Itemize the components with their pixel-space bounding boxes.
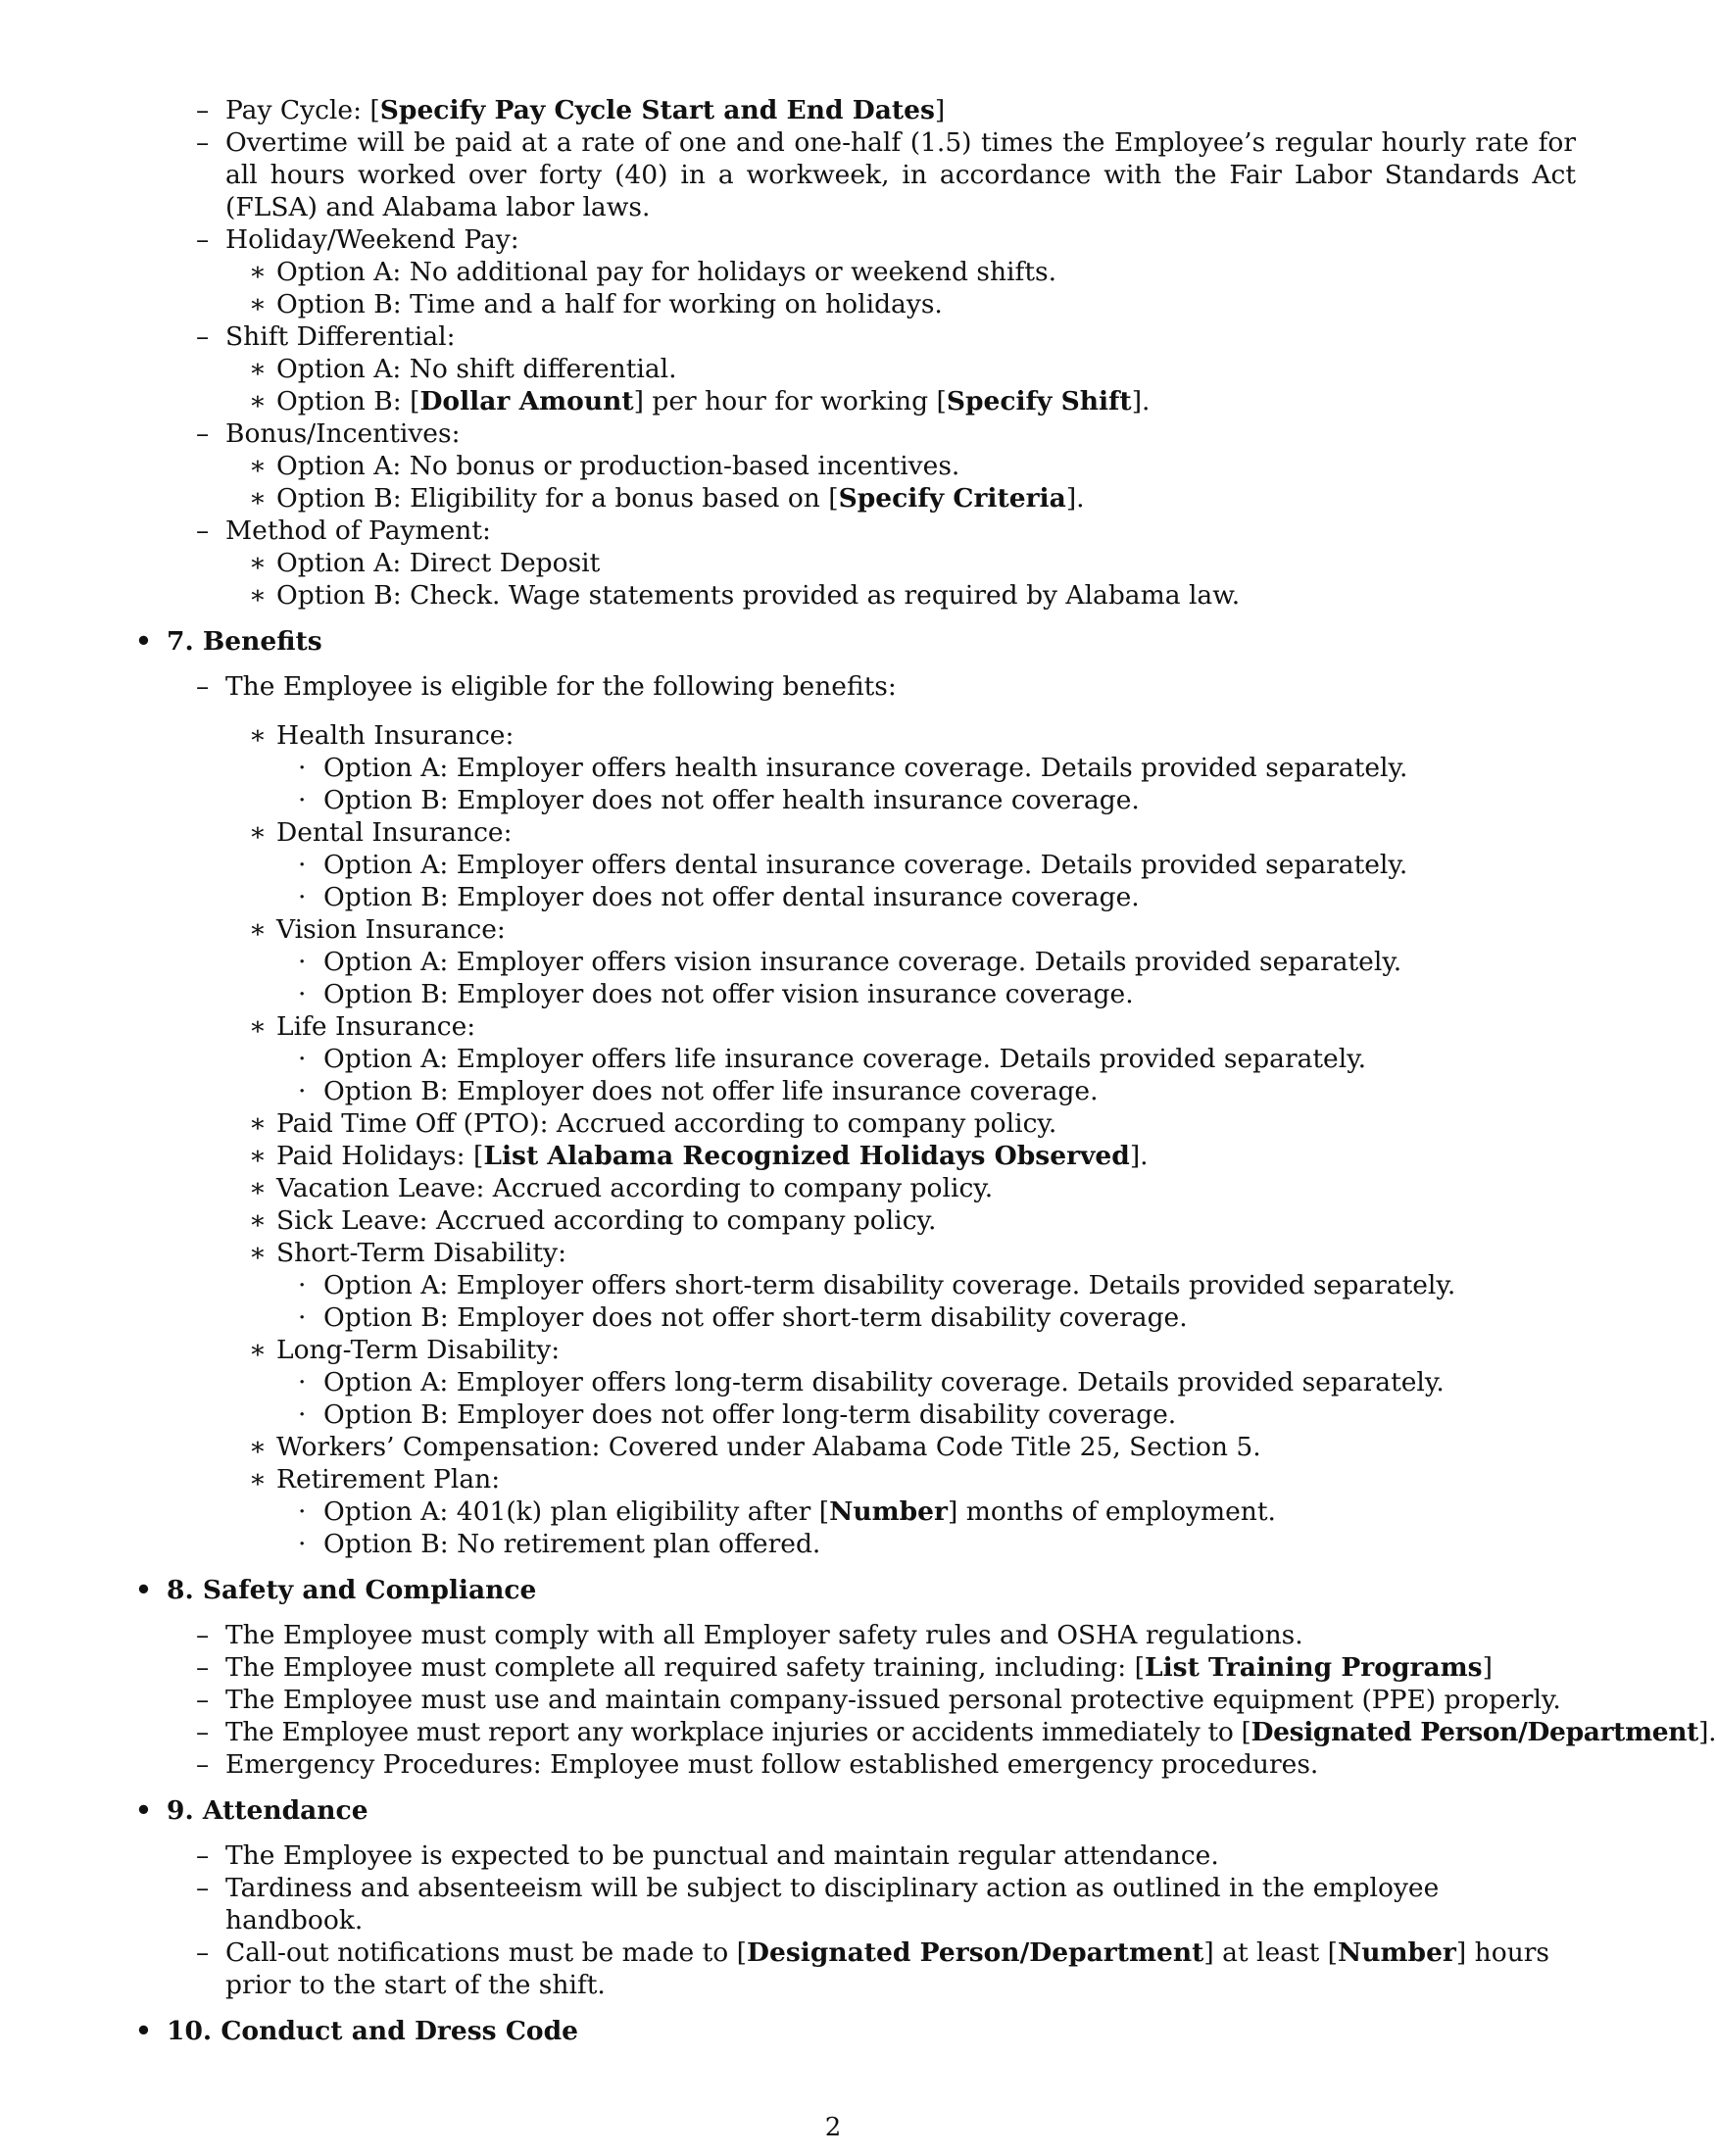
star-marker: ∗: [249, 483, 268, 514]
dot-marker: ·: [298, 979, 307, 1009]
dash-marker: –: [196, 515, 210, 546]
star-marker: ∗: [249, 1464, 268, 1494]
pay-cycle-item: – Pay Cycle: [Specify Pay Cycle Start and End Dates]: [196, 95, 946, 125]
benefit-vision: ∗ Vision Insurance:: [249, 914, 506, 945]
life-option-a: · Option A: Employer offers life insurance coverage. Details provided separately.: [298, 1044, 1367, 1074]
benefit-short-term-disability: ∗ Short-Term Disability:: [249, 1238, 567, 1268]
benefit-paid-holidays: ∗ Paid Holidays: [List Alabama Recognized Holidays Observed].: [249, 1141, 1149, 1171]
bullet-marker: •: [135, 2016, 152, 2046]
benefit-long-term-disability: ∗ Long-Term Disability:: [249, 1335, 561, 1365]
dot-marker: ·: [298, 1529, 307, 1559]
star-marker: ∗: [249, 580, 268, 611]
star-marker: ∗: [249, 1432, 268, 1462]
placeholder-field: List Alabama Recognized Holidays Observed: [483, 1141, 1130, 1171]
document-body: [135, 94, 1716, 2060]
dash-marker: –: [196, 127, 210, 158]
dash-marker: –: [196, 671, 210, 702]
benefit-retirement: ∗ Retirement Plan:: [249, 1464, 501, 1494]
holiday-pay-item: – Holiday/Weekend Pay:: [196, 224, 519, 255]
placeholder-field: Specify Shift: [946, 386, 1132, 416]
section-heading-attendance: • 9. Attendance: [135, 1795, 368, 1826]
std-option-a: · Option A: Employer offers short-term disability coverage. Details provided separately.: [298, 1270, 1456, 1300]
payment-method-item: – Method of Payment:: [196, 515, 491, 546]
dot-marker: ·: [298, 1044, 307, 1074]
life-option-b: · Option B: Employer does not offer life insurance coverage.: [298, 1076, 1099, 1106]
dash-marker: –: [196, 224, 210, 255]
benefit-dental: ∗ Dental Insurance:: [249, 817, 513, 848]
attendance-callout-item: – Call-out notifications must be made to [Designated Person/Department] at least [Number] hours prior to the start of the shift.: [196, 1937, 1550, 2000]
bonus-item: – Bonus/Incentives:: [196, 418, 461, 449]
dot-marker: ·: [298, 1302, 307, 1333]
bullet-marker: •: [135, 1575, 152, 1605]
bullet-marker: •: [135, 1795, 152, 1826]
dot-marker: ·: [298, 1399, 307, 1430]
safety-emergency-item: – Emergency Procedures: Employee must follow established emergency procedures.: [196, 1749, 1319, 1780]
bonus-option-b: ∗ Option B: Eligibility for a bonus based on [Specify Criteria].: [249, 483, 1085, 514]
vision-option-b: · Option B: Employer does not offer vision insurance coverage.: [298, 979, 1134, 1009]
dash-marker: –: [196, 1937, 210, 1968]
star-marker: ∗: [249, 451, 268, 481]
star-marker: ∗: [249, 1238, 268, 1268]
section-heading-safety: • 8. Safety and Compliance: [135, 1575, 537, 1605]
star-marker: ∗: [249, 1141, 268, 1171]
bullet-marker: •: [135, 626, 152, 657]
dot-marker: ·: [298, 785, 307, 815]
std-option-b: · Option B: Employer does not offer short-term disability coverage.: [298, 1302, 1188, 1333]
benefits-intro: – The Employee is eligible for the following benefits:: [196, 671, 897, 702]
dental-option-a: · Option A: Employer offers dental insurance coverage. Details provided separately.: [298, 850, 1408, 880]
dot-marker: ·: [298, 1496, 307, 1527]
benefit-life: ∗ Life Insurance:: [249, 1011, 476, 1042]
star-marker: ∗: [249, 1173, 268, 1203]
benefit-health: ∗ Health Insurance:: [249, 720, 515, 751]
star-marker: ∗: [249, 289, 268, 319]
safety-rules-item: – The Employee must comply with all Employer safety rules and OSHA regulations.: [196, 1620, 1303, 1650]
shift-differential-item: – Shift Differential:: [196, 321, 456, 352]
dash-marker: –: [196, 1717, 209, 1747]
dot-marker: ·: [298, 753, 307, 783]
placeholder-field: List Training Programs: [1144, 1652, 1483, 1683]
holiday-option-b: ∗ Option B: Time and a half for working on holidays.: [249, 289, 943, 319]
dash-marker: –: [196, 1749, 210, 1780]
benefit-pto: ∗ Paid Time Off (PTO): Accrued according to company policy.: [249, 1108, 1057, 1139]
star-marker: ∗: [249, 548, 268, 578]
placeholder-field: Number: [829, 1496, 948, 1527]
dot-marker: ·: [298, 850, 307, 880]
dot-marker: ·: [298, 882, 307, 912]
dental-option-b: · Option B: Employer does not offer dental insurance coverage.: [298, 882, 1140, 912]
benefit-sick-leave: ∗ Sick Leave: Accrued according to company policy.: [249, 1205, 937, 1236]
star-marker: ∗: [249, 1205, 268, 1236]
star-marker: ∗: [249, 386, 268, 416]
benefit-workers-comp: ∗ Workers’ Compensation: Covered under Alabama Code Title 25, Section 5.: [249, 1432, 1261, 1462]
safety-report-item: – The Employee must report any workplace injuries or accidents immediately to [Designated Person/Department].: [196, 1717, 1716, 1747]
placeholder-field: Designated Person/Department: [747, 1937, 1204, 1968]
star-marker: ∗: [249, 720, 268, 751]
section-heading-benefits: • 7. Benefits: [135, 626, 322, 657]
bonus-option-a: ∗ Option A: No bonus or production-based incentives.: [249, 451, 960, 481]
dash-marker: –: [196, 1652, 210, 1683]
shift-option-a: ∗ Option A: No shift differential.: [249, 354, 677, 384]
benefit-vacation: ∗ Vacation Leave: Accrued according to company policy.: [249, 1173, 994, 1203]
retirement-option-b: · Option B: No retirement plan offered.: [298, 1529, 821, 1559]
dash-marker: –: [196, 321, 210, 352]
ltd-option-a: · Option A: Employer offers long-term disability coverage. Details provided separately.: [298, 1367, 1445, 1397]
health-option-b: · Option B: Employer does not offer health insurance coverage.: [298, 785, 1140, 815]
shift-option-b: ∗ Option B: [Dollar Amount] per hour for working [Specify Shift].: [249, 386, 1151, 416]
star-marker: ∗: [249, 914, 268, 945]
safety-ppe-item: – The Employee must use and maintain company-issued personal protective equipment (PPE) properly.: [196, 1685, 1561, 1715]
holiday-option-a: ∗ Option A: No additional pay for holidays or weekend shifts.: [249, 257, 1057, 287]
dash-marker: –: [196, 1620, 210, 1650]
star-marker: ∗: [249, 1335, 268, 1365]
safety-training-item: – The Employee must complete all required safety training, including: [List Training Programs]: [196, 1652, 1493, 1683]
ltd-option-b: · Option B: Employer does not offer long-term disability coverage.: [298, 1399, 1177, 1430]
placeholder-field: Designated Person/Department: [1250, 1717, 1699, 1747]
star-marker: ∗: [249, 817, 268, 848]
dot-marker: ·: [298, 947, 307, 977]
star-marker: ∗: [249, 354, 268, 384]
dot-marker: ·: [298, 1270, 307, 1300]
health-option-a: · Option A: Employer offers health insurance coverage. Details provided separately.: [298, 753, 1408, 783]
dot-marker: ·: [298, 1367, 307, 1397]
dash-marker: –: [196, 1840, 210, 1871]
section-heading-conduct: • 10. Conduct and Dress Code: [135, 2016, 578, 2046]
method-option-a: ∗ Option A: Direct Deposit: [249, 548, 601, 578]
dash-marker: –: [196, 1873, 210, 1903]
placeholder-field: Specify Pay Cycle Start and End Dates: [379, 95, 935, 125]
star-marker: ∗: [249, 257, 268, 287]
star-marker: ∗: [249, 1108, 268, 1139]
dash-marker: –: [196, 418, 210, 449]
vision-option-a: · Option A: Employer offers vision insurance coverage. Details provided separately.: [298, 947, 1402, 977]
retirement-option-a: · Option A: 401(k) plan eligibility after [Number] months of employment.: [298, 1496, 1276, 1527]
dash-marker: –: [196, 1685, 210, 1715]
dot-marker: ·: [298, 1076, 307, 1106]
placeholder-field: Specify Criteria: [838, 483, 1066, 514]
placeholder-field: Dollar Amount: [419, 386, 634, 416]
attendance-tardiness-item: – Tardiness and absenteeism will be subject to disciplinary action as outlined in the employee handbook.: [196, 1873, 1440, 1936]
method-option-b: ∗ Option B: Check. Wage statements provided as required by Alabama law.: [249, 580, 1241, 611]
overtime-item: – Overtime will be paid at a rate of one and one-half (1.5) times the Employee’s regular hourly rate for all hours worked over forty (40) in a workweek, in accordance with the Fair Labor Standards Act (FLSA) and Alabama labor laws.: [196, 127, 1576, 222]
star-marker: ∗: [249, 1011, 268, 1042]
placeholder-field: Number: [1338, 1937, 1456, 1968]
page-number: 2: [824, 2113, 842, 2142]
attendance-punctual-item: – The Employee is expected to be punctual and maintain regular attendance.: [196, 1840, 1219, 1871]
dash-marker: –: [196, 95, 210, 125]
